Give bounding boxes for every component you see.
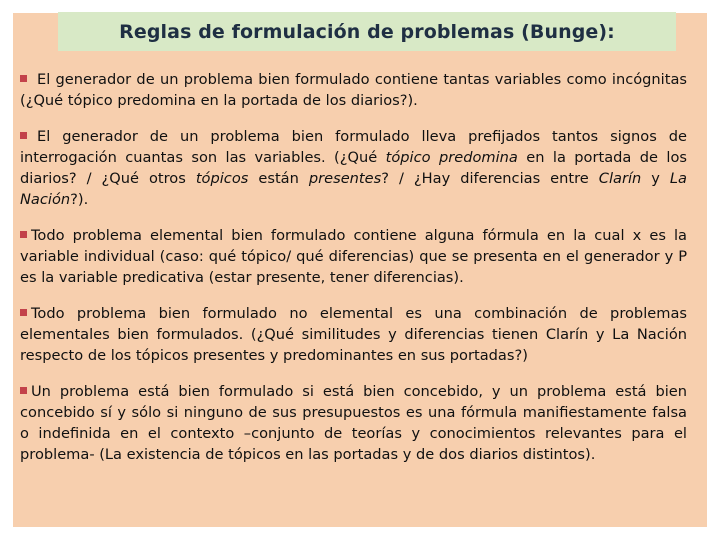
square-bullet-icon [20, 132, 27, 139]
bullet-item-3 [20, 225, 687, 288]
square-bullet-icon [20, 75, 27, 82]
bullet-italic-text: Clarín [598, 170, 642, 187]
bullet-list [20, 69, 687, 465]
slide-title [58, 12, 676, 51]
bullet-item-4 [20, 303, 687, 366]
square-bullet-icon [20, 387, 27, 394]
bullet-text: El generador de un problema bien formulado lleva prefijados tantos signos de interrogación cuantas son las variables. (¿Qué [20, 128, 687, 166]
bullet-italic-text: presentes [308, 170, 382, 187]
square-bullet-icon [20, 309, 27, 316]
bullet-italic-text: tópicos [195, 170, 249, 187]
bullet-item-2 [20, 126, 687, 210]
square-bullet-icon [20, 231, 27, 238]
bullet-italic-text: tópico predomina [385, 149, 518, 166]
bullet-text: Todo problema elemental bien formulado contiene alguna fórmula en la cual x es la variable individual (caso: qué tópico/ qué diferencias) que se presenta en el generador y P es la variable predicativa (estar presente, tener diferencias). [20, 227, 687, 286]
bullet-text: ?). [70, 191, 89, 208]
bullet-text: Un problema está bien formulado si está bien concebido, y un problema está bien concebido sí y sólo si ninguno de sus presupuestos es una fórmula manifiestamente falsa o indefinida en el contexto –conjunto de teorías y conocimientos relevantes para el problema- (La existencia de tópicos en las portadas y de dos diarios distintos). [20, 383, 687, 463]
bullet-item-1 [20, 69, 687, 111]
bullet-item-5 [20, 381, 687, 465]
bullet-text: El generador de un problema bien formulado contiene tantas variables como incógnitas (¿Qué tópico predomina en la portada de los diarios?). [20, 71, 687, 109]
title-text: Reglas de formulación de problemas (Bunge): [119, 20, 615, 43]
bullet-text: Todo problema bien formulado no elemental es una combinación de problemas elementales bien formulados. (¿Qué similitudes y diferencias tienen Clarín y La Nación respecto de los tópicos presentes y predominantes en sus portadas?) [20, 305, 687, 364]
bullet-text: ? / ¿Hay diferencias entre [381, 170, 599, 187]
bullet-italic-text: La Nación [20, 170, 687, 208]
bullet-text: y [641, 170, 670, 187]
bullet-text: están [248, 170, 309, 187]
bullet-text: en la portada de los diarios? / ¿Qué otros [20, 149, 687, 187]
